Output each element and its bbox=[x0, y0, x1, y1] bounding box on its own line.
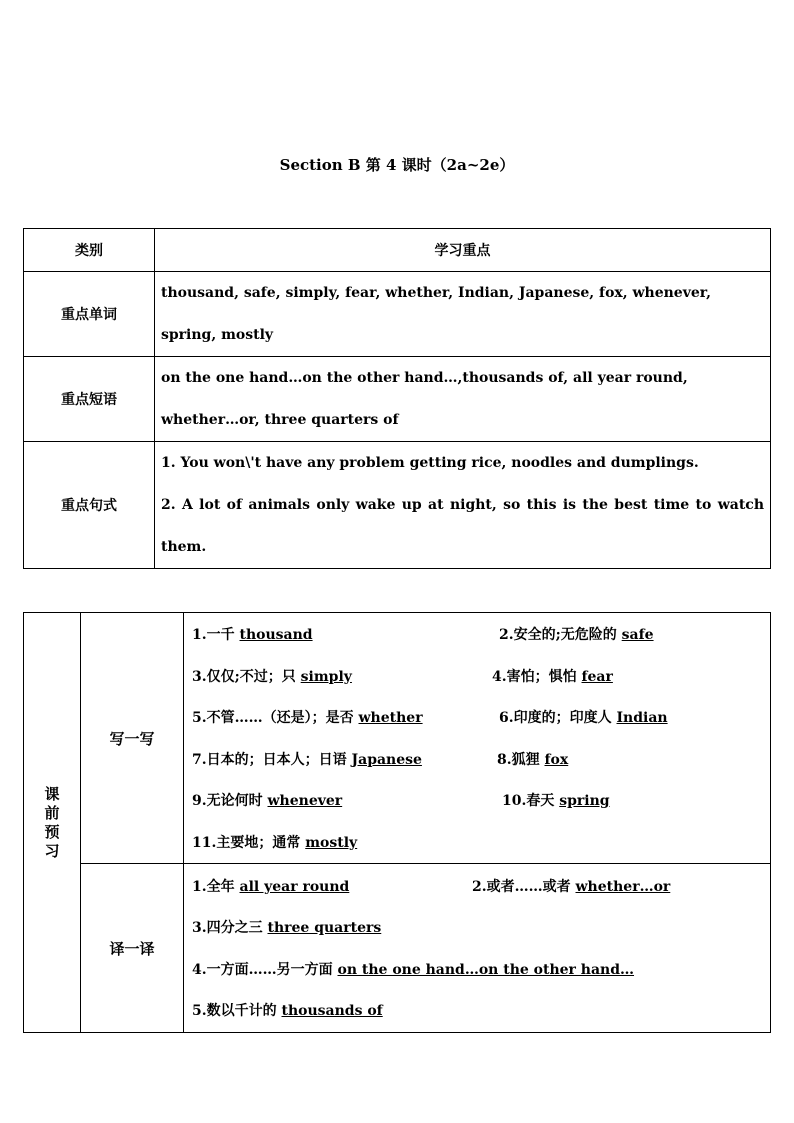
content-line: them. bbox=[161, 539, 207, 555]
header-content: 学习重点 bbox=[155, 229, 771, 272]
prompt: 2.安全的;无危险的 bbox=[499, 627, 622, 644]
answer: fear bbox=[581, 668, 613, 685]
content-line: whether…or, three quarters of bbox=[161, 412, 399, 428]
focus-table bbox=[23, 228, 771, 569]
answer: spring bbox=[559, 793, 610, 810]
list-item bbox=[192, 906, 762, 948]
prompt: 7.日本的；日本人；日语 bbox=[192, 751, 352, 768]
row-content bbox=[155, 442, 771, 569]
prompt: 2.或者……或者 bbox=[472, 878, 576, 895]
section-row bbox=[24, 864, 771, 1033]
preview-table bbox=[23, 612, 771, 1033]
answer: Japanese bbox=[351, 751, 422, 768]
prompt: 6.印度的；印度人 bbox=[499, 710, 617, 727]
row-category: 重点短语 bbox=[24, 357, 155, 442]
answer: mostly bbox=[305, 834, 358, 851]
content-line: thousand, safe, simply, fear, whether, Indian, Japanese, fox, whenever, bbox=[161, 285, 711, 301]
prompt: 11.主要地；通常 bbox=[192, 834, 306, 851]
content-line: 1. You won\'t have any problem getting rice, noodles and dumplings. bbox=[161, 455, 699, 471]
prompt: 1.全年 bbox=[192, 878, 240, 895]
content-line: spring, mostly bbox=[161, 327, 274, 343]
answer: three quarters bbox=[267, 920, 382, 937]
prompt: 4.一方面……另一方面 bbox=[192, 961, 338, 978]
list-item bbox=[192, 865, 762, 907]
list-item bbox=[192, 948, 762, 990]
section-items bbox=[184, 864, 771, 1033]
answer: safe bbox=[621, 627, 654, 644]
answer: all year round bbox=[239, 878, 350, 895]
prompt: 1.一千 bbox=[192, 627, 240, 644]
answer: simply bbox=[300, 668, 352, 685]
answer: on the one hand…on the other hand… bbox=[337, 961, 635, 978]
prompt: 9.无论何时 bbox=[192, 793, 268, 810]
answer: whether…or bbox=[575, 878, 671, 895]
list-item bbox=[192, 696, 762, 738]
side-label: 课前预习 bbox=[44, 784, 60, 860]
section-row bbox=[24, 613, 771, 864]
prompt: 5.不管……（还是）；是否 bbox=[192, 710, 359, 727]
prompt: 3.四分之三 bbox=[192, 920, 268, 937]
table-row bbox=[24, 272, 771, 357]
side-label-cell bbox=[24, 613, 81, 1033]
prompt: 10.春天 bbox=[502, 793, 560, 810]
row-category: 重点句式 bbox=[24, 442, 155, 569]
row-content bbox=[155, 272, 771, 357]
content-line: on the one hand…on the other hand…,thousands of, all year round, bbox=[161, 370, 688, 386]
list-item bbox=[192, 655, 762, 697]
answer: whenever bbox=[267, 793, 343, 810]
header-category: 类别 bbox=[24, 229, 155, 272]
row-content bbox=[155, 357, 771, 442]
section-label: 写一写 bbox=[81, 613, 184, 864]
prompt: 3.仅仅;不过；只 bbox=[192, 668, 301, 685]
list-item bbox=[192, 990, 762, 1032]
answer: fox bbox=[544, 751, 569, 768]
answer: Indian bbox=[616, 710, 668, 727]
table-row bbox=[24, 357, 771, 442]
table-row bbox=[24, 442, 771, 569]
section-items bbox=[184, 613, 771, 864]
section-label: 译一译 bbox=[81, 864, 184, 1033]
content-line: 2. A lot of animals only wake up at night, so this is the best time to watch bbox=[161, 497, 764, 513]
answer: thousand bbox=[239, 627, 313, 644]
page-title: Section B 第 4 课时（2a~2e） bbox=[279, 156, 515, 174]
prompt: 5.数以千计的 bbox=[192, 1003, 282, 1020]
row-category: 重点单词 bbox=[24, 272, 155, 357]
list-item bbox=[192, 613, 762, 655]
prompt: 8.狐狸 bbox=[497, 751, 545, 768]
list-item bbox=[192, 738, 762, 780]
list-item bbox=[192, 821, 762, 863]
answer: thousands of bbox=[281, 1003, 383, 1020]
list-item bbox=[192, 780, 762, 822]
prompt: 4.害怕；惧怕 bbox=[492, 668, 582, 685]
answer: whether bbox=[358, 710, 423, 727]
table-header-row bbox=[24, 229, 771, 272]
